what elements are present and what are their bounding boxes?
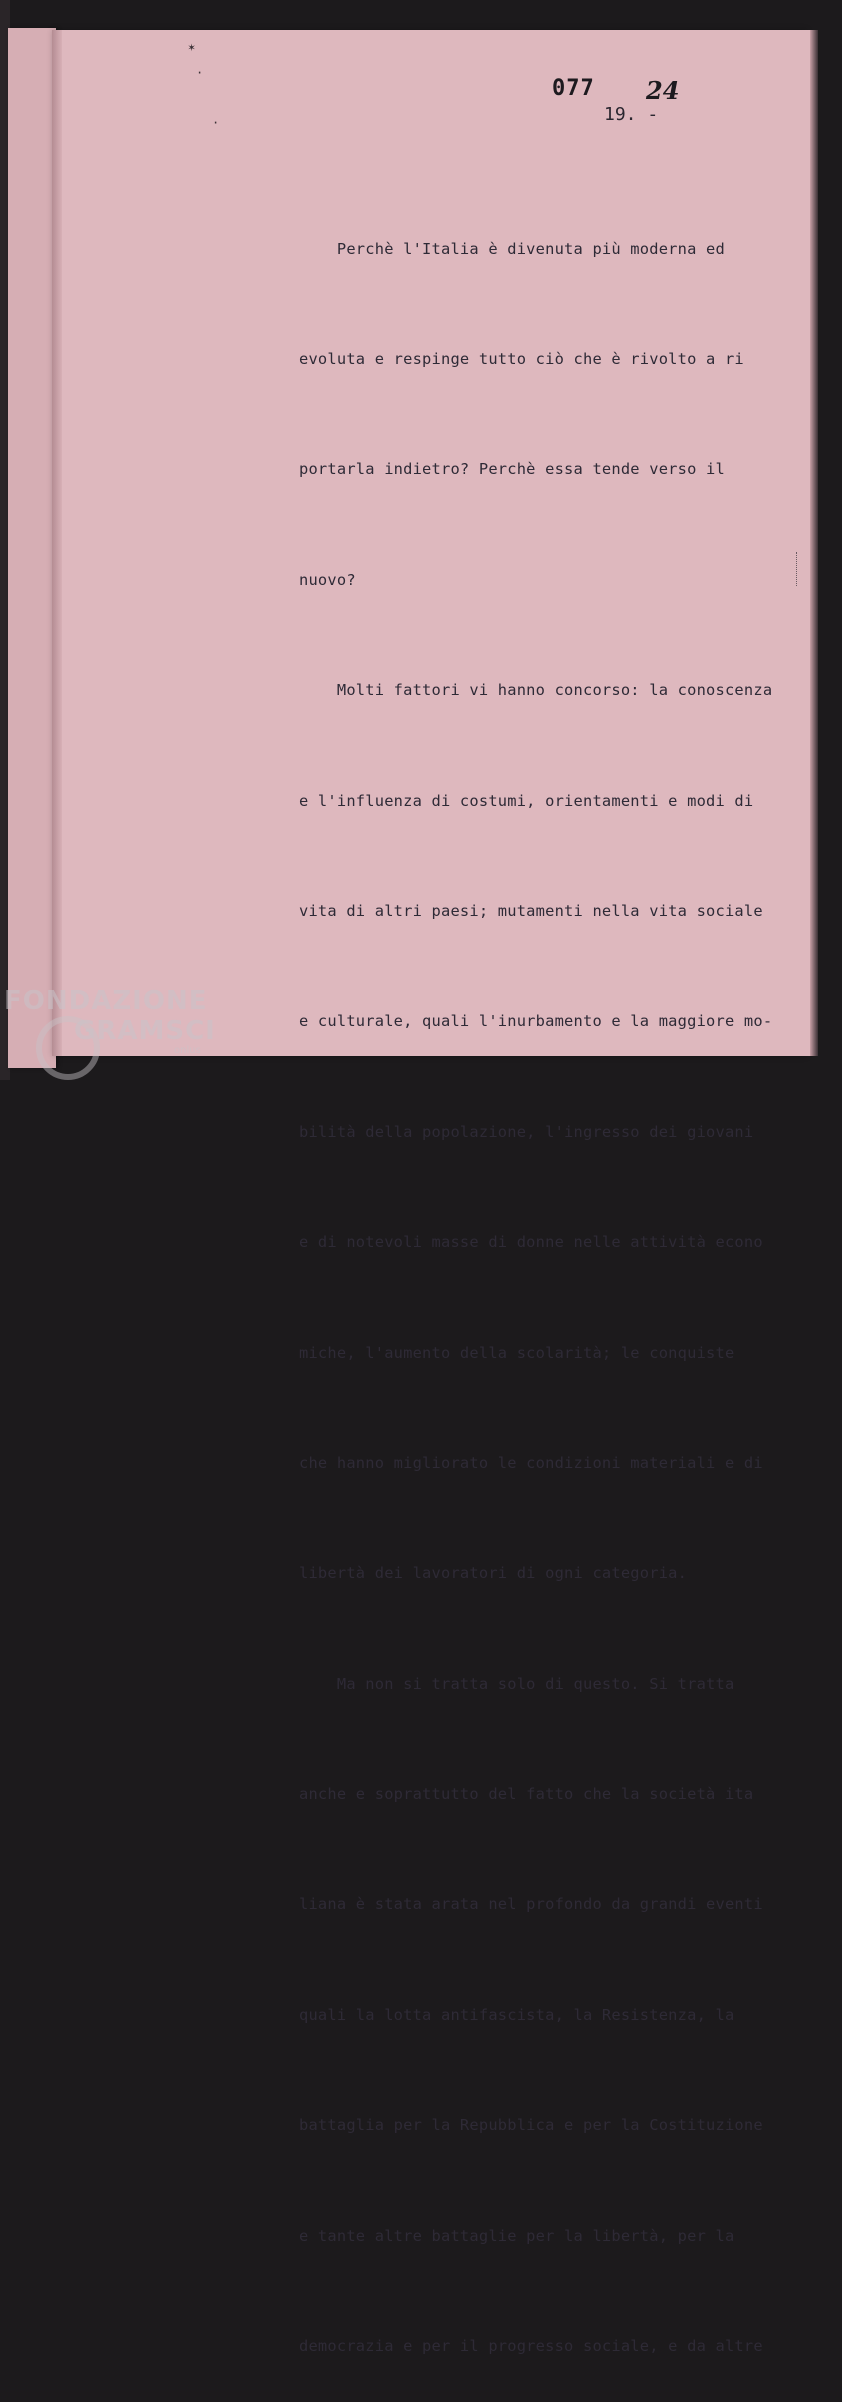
text-line: e tante altre battaglie per la libertà, per la <box>299 2226 735 2245</box>
text-line: liana è stata arata nel profondo da grandi eventi <box>299 1895 763 1914</box>
speck-mark: · <box>196 66 204 80</box>
text-line: e di notevoli masse di donne nelle attività econo <box>299 1233 763 1252</box>
sheet-number: 24 <box>646 76 680 105</box>
text-line: evoluta e respinge tutto ciò che è rivolto a ri <box>299 349 744 368</box>
watermark-line2: GRAMSCI <box>74 1016 216 1046</box>
text-line: miche, l'aumento della scolarità; le conquiste <box>299 1343 735 1362</box>
text-line: e l'influenza di costumi, orientamenti e modi di <box>299 791 754 810</box>
text-line: Molti fattori vi hanno concorso: la conoscenza <box>299 681 773 700</box>
margin-ticks <box>796 552 801 586</box>
text-line: democrazia e per il progresso sociale, e da altre <box>299 2337 763 2356</box>
page-number: 19. - <box>604 104 659 125</box>
text-line: anche e soprattutto del fatto che la società ita <box>299 1785 754 1804</box>
text-line: quali la lotta antifascista, la Resistenza, la <box>299 2005 735 2024</box>
text-line: vita di altri paesi; mutamenti nella vita sociale <box>299 901 763 920</box>
text-line: nuovo? <box>299 570 356 589</box>
text-line: che hanno migliorato le condizioni materiali e di <box>299 1453 763 1472</box>
archive-number: 077 <box>552 76 595 101</box>
page-fold <box>52 30 62 1056</box>
text-line: battaglia per la Repubblica e per la Costituzione <box>299 2116 763 2135</box>
watermark-sub: onlus <box>174 1045 201 1056</box>
text-line: Perchè l'Italia è divenuta più moderna ed <box>299 239 725 258</box>
text-line: Ma non si tratta solo di questo. Si tratta <box>299 1674 735 1693</box>
watermark <box>4 988 216 1056</box>
underlying-sheet <box>8 28 56 1068</box>
text-line: libertà dei lavoratori di ogni categoria. <box>299 1564 688 1583</box>
speck-mark: · <box>212 116 220 130</box>
typewritten-text <box>299 157 819 2402</box>
text-line: bilità della popolazione, l'ingresso dei giovani <box>299 1122 754 1141</box>
speck-mark: ✶ <box>188 40 196 54</box>
text-line: e culturale, quali l'inurbamento e la maggiore mo- <box>299 1012 773 1031</box>
text-line: portarla indietro? Perchè essa tende verso il <box>299 460 725 479</box>
watermark-line1: FONDAZIONE <box>4 986 208 1016</box>
